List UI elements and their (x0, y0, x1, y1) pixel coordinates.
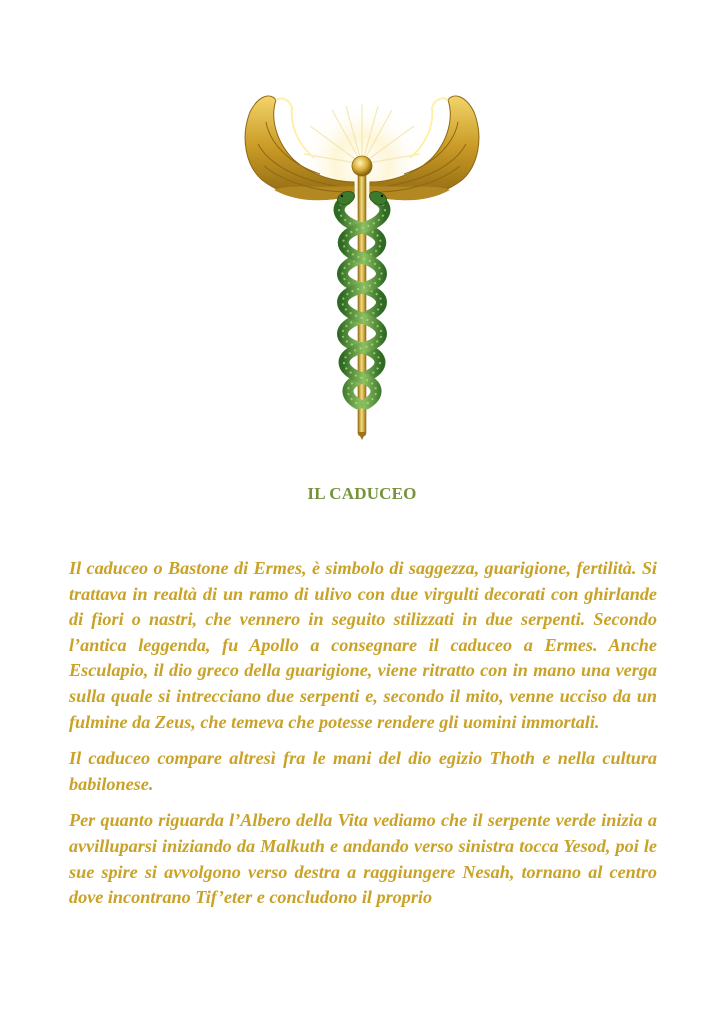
page-title: IL CADUCEO (307, 484, 417, 503)
staff-tip (358, 432, 366, 440)
caduceus-icon (236, 82, 488, 442)
staff-orb (352, 156, 372, 176)
paragraph: Il caduceo compare altresì fra le mani del dio egizio Thoth e nella cultura babilonese. (69, 748, 657, 794)
body-text (69, 556, 657, 922)
paragraph: Per quanto riguarda l’Albero della Vita vediamo che il serpente verde inizia a avvilluparsi iniziando da Malkuth e andando verso sinistra tocca Yesod, poi le sue spire si avvolgono verso destra a raggiungere Nesah, tornano al centro dove incontrano Tif’eter e concludono il proprio (69, 810, 657, 908)
paragraph: Il caduceo o Bastone di Ermes, è simbolo di saggezza, guarigione, fertilità. Si trattava in realtà di un ramo di ulivo con due virgulti decorati con ghirlande di fiori o nastri, che vennero in seguito stilizzati in due serpenti. Secondo l’antica leggenda, fu Apollo a consegnare il caduceo a Ermes. Anche Esculapio, il dio greco della guarigione, viene ritratto con in mano una verga sulla quale si intrecciano due serpenti e, secondo il mito, venne ucciso da un fulmine da Zeus, che temeva che potesse rendere gli uomini immortali. (69, 558, 657, 732)
staff (358, 168, 366, 436)
